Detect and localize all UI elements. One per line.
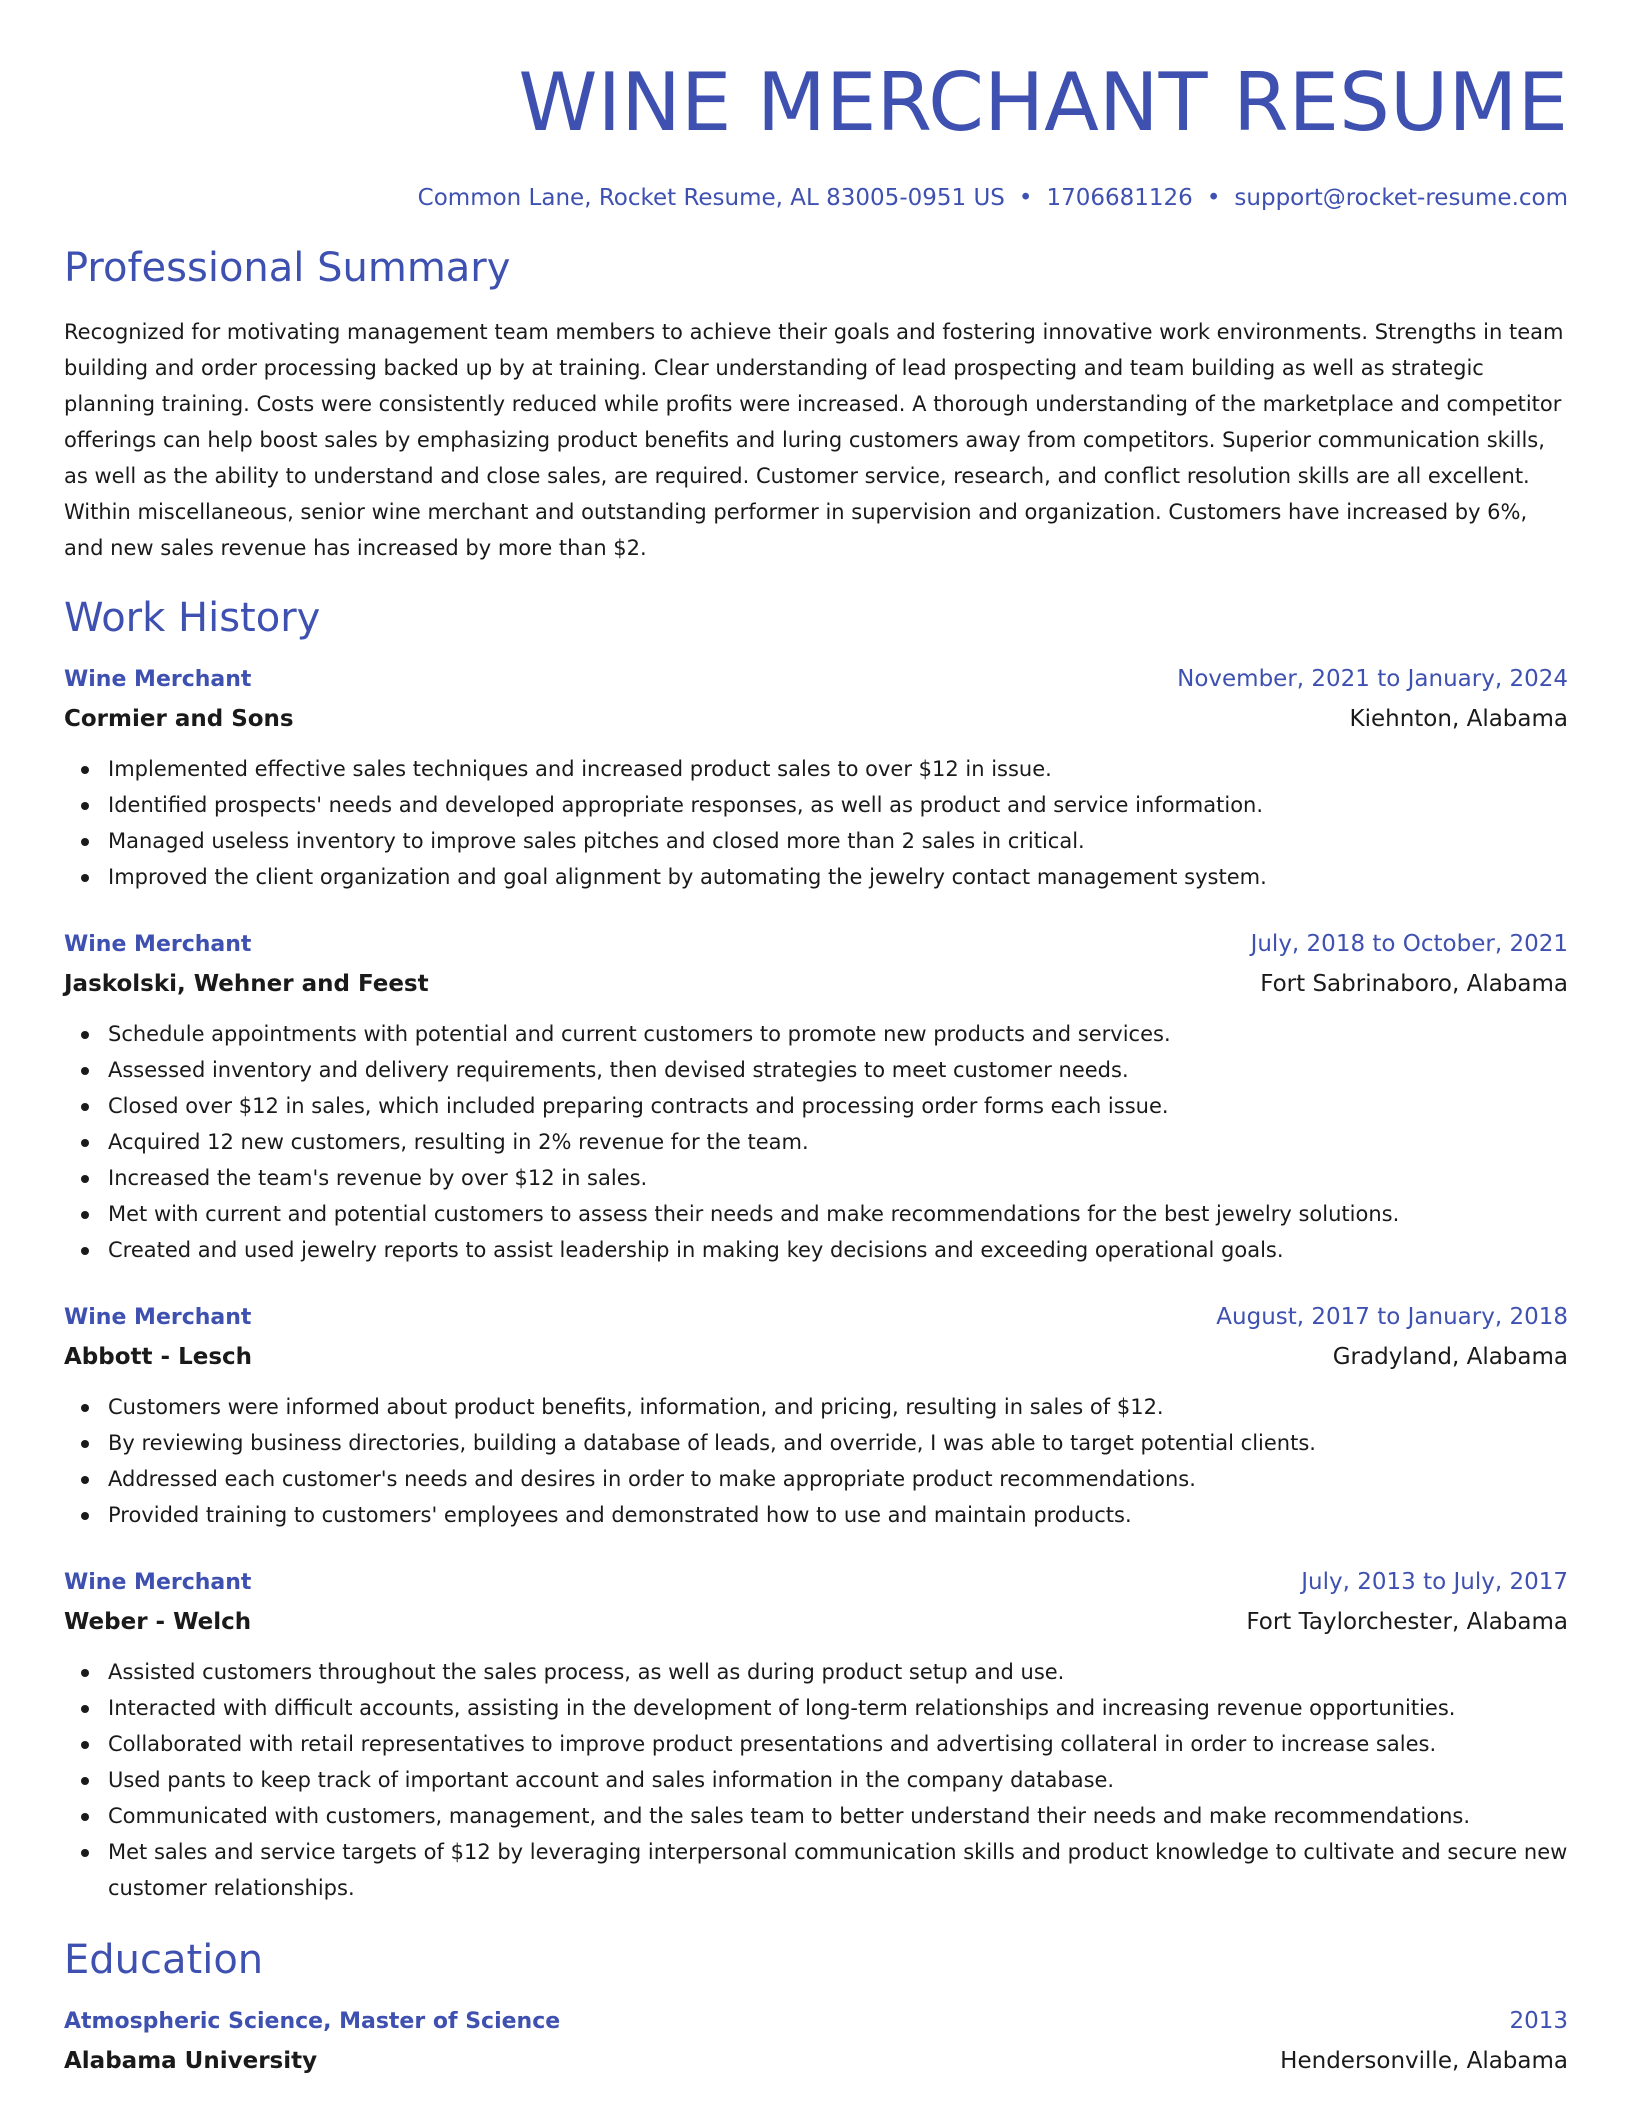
job-bullet: Addressed each customer's needs and desires in order to make appropriate product recommendations. (108, 1461, 1568, 1497)
job-entry (64, 1298, 1568, 1533)
job-bullet: Schedule appointments with potential and current customers to promote new products and services. (108, 1016, 1568, 1052)
summary-heading: Professional Summary (64, 245, 511, 291)
job-entry (64, 925, 1568, 1268)
contact-separator: • (1018, 185, 1033, 211)
resume-title: WINE MERCHANT RESUME (518, 56, 1568, 149)
job-bullet: Met sales and service targets of $12 by leveraging interpersonal communication skills and product knowledge to cultivate and secure new customer relationships. (108, 1834, 1568, 1906)
education-location: Hendersonville, Alabama (1280, 2048, 1568, 2074)
job-location: Kiehnton, Alabama (1349, 706, 1568, 732)
job-company-row (64, 699, 1568, 739)
job-company: Abbott - Lesch (64, 1344, 253, 1370)
contact-email: support@rocket-resume.com (1234, 185, 1568, 211)
contact-line (64, 182, 1568, 214)
job-bullets (64, 1016, 1568, 1268)
job-title: Wine Merchant (64, 1570, 252, 1595)
job-bullet: Assisted customers throughout the sales process, as well as during product setup and use. (108, 1654, 1568, 1690)
contact-address: Common Lane, Rocket Resume, AL 83005-0951 US (417, 185, 1005, 211)
job-location: Gradyland, Alabama (1332, 1344, 1568, 1370)
education-degree-row (64, 2002, 1568, 2041)
job-company: Cormier and Sons (64, 706, 294, 732)
education-section (64, 1936, 1568, 2081)
job-bullet: Interacted with difficult accounts, assisting in the development of long-term relationships and increasing revenue opportunities. (108, 1690, 1568, 1726)
job-bullet: Created and used jewelry reports to assist leadership in making key decisions and exceeding operational goals. (108, 1232, 1568, 1268)
education-school: Alabama University (64, 2048, 318, 2074)
job-bullets (64, 1389, 1568, 1533)
job-dates: August, 2017 to January, 2018 (1216, 1304, 1568, 1330)
education-school-row (64, 2041, 1568, 2081)
work-history-section (64, 594, 1568, 1906)
job-dates: July, 2018 to October, 2021 (1250, 931, 1568, 957)
job-entry (64, 660, 1568, 895)
professional-summary-section (64, 244, 1568, 566)
job-bullets (64, 751, 1568, 895)
education-year: 2013 (1509, 2008, 1568, 2034)
job-title-row (64, 1298, 1568, 1337)
job-company: Weber - Welch (64, 1609, 252, 1635)
resume-header (64, 0, 1568, 214)
job-bullet: Identified prospects' needs and developed appropriate responses, as well as product and service information. (108, 787, 1568, 823)
job-bullet: Communicated with customers, management, and the sales team to better understand their needs and make recommendations. (108, 1798, 1568, 1834)
job-bullet: Customers were informed about product benefits, information, and pricing, resulting in sales of $12. (108, 1389, 1568, 1425)
job-bullet: Provided training to customers' employees and demonstrated how to use and maintain products. (108, 1497, 1568, 1533)
work-history-heading: Work History (64, 595, 321, 641)
job-company-row (64, 964, 1568, 1004)
education-degree: Atmospheric Science, Master of Science (64, 2009, 561, 2034)
summary-text: Recognized for motivating management team members to achieve their goals and fostering innovative work environments. Strengths in team building and order processing backed up by at training. Clear understanding of lead prospecting and team building as well as strategic planning training. Costs were consistently reduced while profits were increased. A thorough understanding of the marketplace and competitor offerings can help boost sales by emphasizing product benefits and luring customers away from competitors. Superior communication skills, as well as the ability to understand and close sales, are required. Customer service, research, and conflict resolution skills are all excellent. Within miscellaneous, senior wine merchant and outstanding performer in supervision and organization. Customers have increased by 6%, and new sales revenue has increased by more than $2. (64, 320, 1564, 560)
job-dates: July, 2013 to July, 2017 (1301, 1569, 1568, 1595)
job-dates: November, 2021 to January, 2024 (1177, 666, 1568, 692)
job-bullet: Increased the team's revenue by over $12 in sales. (108, 1160, 1568, 1196)
job-bullet: Managed useless inventory to improve sales pitches and closed more than 2 sales in critical. (108, 823, 1568, 859)
job-title: Wine Merchant (64, 667, 252, 692)
job-bullet: Implemented effective sales techniques and increased product sales to over $12 in issue. (108, 751, 1568, 787)
contact-phone: 1706681126 (1046, 185, 1193, 211)
education-heading: Education (64, 1937, 264, 1983)
job-title-row (64, 1563, 1568, 1602)
job-bullet: By reviewing business directories, building a database of leads, and override, I was able to target potential clients. (108, 1425, 1568, 1461)
job-bullet: Improved the client organization and goal alignment by automating the jewelry contact management system. (108, 859, 1568, 895)
job-title-row (64, 660, 1568, 699)
job-bullets (64, 1654, 1568, 1906)
job-bullet: Collaborated with retail representatives to improve product presentations and advertising collateral in order to increase sales. (108, 1726, 1568, 1762)
job-entry (64, 1563, 1568, 1906)
contact-separator: • (1206, 185, 1221, 211)
job-company-row (64, 1337, 1568, 1377)
job-bullet: Assessed inventory and delivery requirements, then devised strategies to meet customer needs. (108, 1052, 1568, 1088)
job-bullet: Met with current and potential customers to assess their needs and make recommendations for the best jewelry solutions. (108, 1196, 1568, 1232)
job-bullet: Used pants to keep track of important account and sales information in the company database. (108, 1762, 1568, 1798)
job-title: Wine Merchant (64, 1305, 252, 1330)
job-bullet: Closed over $12 in sales, which included preparing contracts and processing order forms each issue. (108, 1088, 1568, 1124)
job-bullet: Acquired 12 new customers, resulting in 2% revenue for the team. (108, 1124, 1568, 1160)
job-location: Fort Sabrinaboro, Alabama (1260, 971, 1568, 997)
job-company: Jaskolski, Wehner and Feest (64, 971, 429, 997)
job-title-row (64, 925, 1568, 964)
job-location: Fort Taylorchester, Alabama (1246, 1609, 1568, 1635)
education-entry (64, 2002, 1568, 2081)
job-title: Wine Merchant (64, 932, 252, 957)
job-company-row (64, 1602, 1568, 1642)
